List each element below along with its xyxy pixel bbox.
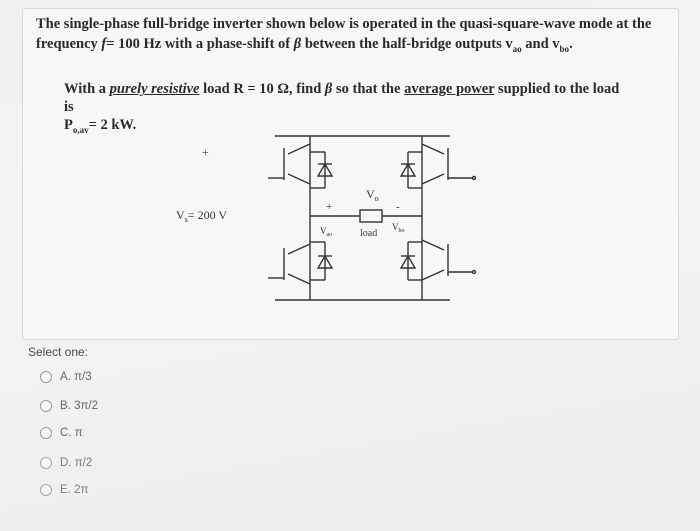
- inverter-circuit-diagram: [160, 118, 500, 323]
- beta-symbol-2: β: [324, 81, 333, 97]
- vbo-label: $V_{bo}$: [392, 222, 405, 234]
- option-e[interactable]: [40, 482, 88, 498]
- option-b[interactable]: [40, 398, 98, 414]
- question-line-2a: frequency: [36, 36, 102, 52]
- p-subscript: o,av: [72, 124, 89, 135]
- vao-subscript: ao: [512, 43, 522, 54]
- question-text: The single-phase full-bridge inverter shown below is operated in the quasi-square-wave mode at the frequency f= 100 Hz with a phase-shift of β between the half-bridge outputs $v_{ao}$ and $v_{bo}$.: [36, 16, 652, 54]
- p-value: = 2 kW.: [88, 117, 137, 133]
- switch-bottom-right: [422, 240, 476, 280]
- supplied-text: supplied to the load is: [64, 81, 620, 115]
- vo-label: $V_o$: [366, 187, 379, 203]
- radio-button-a[interactable]: [40, 371, 52, 383]
- vs-label: $V_s= 200$ V: [176, 208, 228, 224]
- option-d-label: D. π/2: [60, 457, 93, 469]
- option-b-label: B. 3π/2: [60, 400, 98, 412]
- diode-bottom-left: [310, 242, 332, 280]
- average-power: average power: [404, 81, 495, 97]
- question-line-2b: = 100 Hz with a phase-shift of: [106, 36, 294, 52]
- dc-plus-sign: +: [202, 145, 209, 159]
- switch-bottom-left: [268, 244, 310, 284]
- p-symbol: P: [64, 117, 73, 133]
- radio-button-d[interactable]: [40, 457, 52, 469]
- vao-label: $V_{ao}$: [320, 226, 333, 238]
- switch-top-left: [268, 144, 310, 184]
- load-label: load: [360, 228, 378, 239]
- so-that: so that the: [332, 81, 405, 97]
- select-one-prompt: Select one:: [28, 345, 89, 359]
- radio-button-b[interactable]: [40, 400, 52, 412]
- load-resistor: [360, 210, 382, 222]
- question-line-2c: between the half-bridge outputs v: [301, 36, 513, 52]
- load-plus: +: [326, 201, 333, 213]
- diode-top-right: [401, 152, 422, 188]
- diode-top-left: [310, 152, 332, 188]
- option-a-label: A. π/3: [60, 371, 92, 383]
- radio-button-c[interactable]: [40, 427, 52, 439]
- vbo-subscript: bo: [559, 43, 570, 54]
- option-a[interactable]: [40, 369, 92, 385]
- switch-top-right: [422, 144, 476, 184]
- option-d[interactable]: [40, 455, 92, 471]
- with-a: With a: [64, 81, 110, 97]
- load-minus: -: [396, 201, 400, 213]
- load-text: load R = 10 Ω, find: [199, 81, 325, 97]
- option-e-label: E. 2π: [60, 484, 89, 496]
- option-c-label: C. π: [60, 427, 83, 439]
- purely-resistive: purely resistive: [109, 81, 200, 97]
- question-and: and v: [521, 36, 560, 52]
- diode-bottom-right: [401, 242, 422, 280]
- question-line-1: The single-phase full-bridge inverter shown below is operated in the quasi-square-wave mode at the: [36, 16, 652, 32]
- radio-button-e[interactable]: [40, 484, 52, 496]
- beta-symbol: β: [293, 36, 302, 52]
- option-c[interactable]: [40, 425, 83, 441]
- f-symbol: f: [101, 36, 107, 52]
